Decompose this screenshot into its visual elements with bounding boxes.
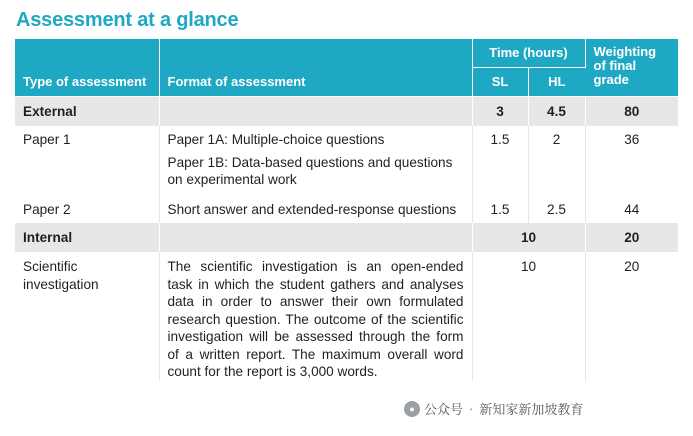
header-weighting: Weighting of final grade <box>585 39 678 97</box>
empty-cell <box>159 97 472 127</box>
paper2-type: Paper 2 <box>15 196 159 224</box>
paper1-hl-hours: 2 <box>528 126 585 196</box>
paper2-sl-hours: 1.5 <box>472 196 528 224</box>
assessment-table <box>15 39 678 381</box>
scientific-weighting: 20 <box>624 259 640 274</box>
header-hl: HL <box>528 68 585 97</box>
table-row-paper2 <box>15 196 678 224</box>
paper1a-format: Paper 1A: Multiple-choice questions <box>167 132 385 147</box>
paper2-hl-hours: 2.5 <box>528 196 585 224</box>
paper1-format <box>159 126 472 196</box>
section-row-internal <box>15 223 678 252</box>
scientific-format: The scientific investigation is an open-ended task in which the student gathers and analyses data in order to answer their own formulated research question. The outcome of the scientific investigation will be assessed through the form of a written report. The maximum overall word count for the report is 3,000 words. <box>159 252 472 381</box>
external-sl-hours: 3 <box>472 97 528 127</box>
scientific-hours: 10 <box>472 252 585 381</box>
wechat-icon: ● <box>404 401 420 417</box>
paper1-type: Paper 1 <box>15 126 159 196</box>
watermark-prefix: 公众号 <box>424 402 464 417</box>
section-label-internal: Internal <box>15 223 159 252</box>
paper1-sl-hours: 1.5 <box>472 126 528 196</box>
scientific-type: Scientific investigation <box>15 252 159 381</box>
header-format: Format of assessment <box>159 39 472 97</box>
header-time: Time (hours) <box>472 39 585 68</box>
paper2-format: Short answer and extended-response questions <box>159 196 472 224</box>
paper1-weighting: 36 <box>624 132 640 147</box>
paper1b-format: Paper 1B: Data-based questions and questions on experimental work <box>167 154 453 187</box>
section-label-external: External <box>15 97 159 127</box>
table-row-scientific-investigation <box>15 252 678 381</box>
section-row-external <box>15 97 678 127</box>
empty-cell <box>159 223 472 252</box>
external-hl-hours: 4.5 <box>528 97 585 127</box>
watermark <box>400 398 587 419</box>
internal-weighting: 20 <box>585 223 678 252</box>
external-weighting: 80 <box>585 97 678 127</box>
header-type: Type of assessment <box>15 39 159 97</box>
table-row-paper1 <box>15 126 678 196</box>
watermark-separator: · <box>469 401 474 416</box>
page-title: Assessment at a glance <box>16 9 239 31</box>
paper2-weighting: 44 <box>624 201 640 217</box>
header-sl: SL <box>472 68 528 97</box>
internal-hours: 10 <box>472 223 585 252</box>
watermark-name: 新知家新加坡教育 <box>479 402 584 417</box>
